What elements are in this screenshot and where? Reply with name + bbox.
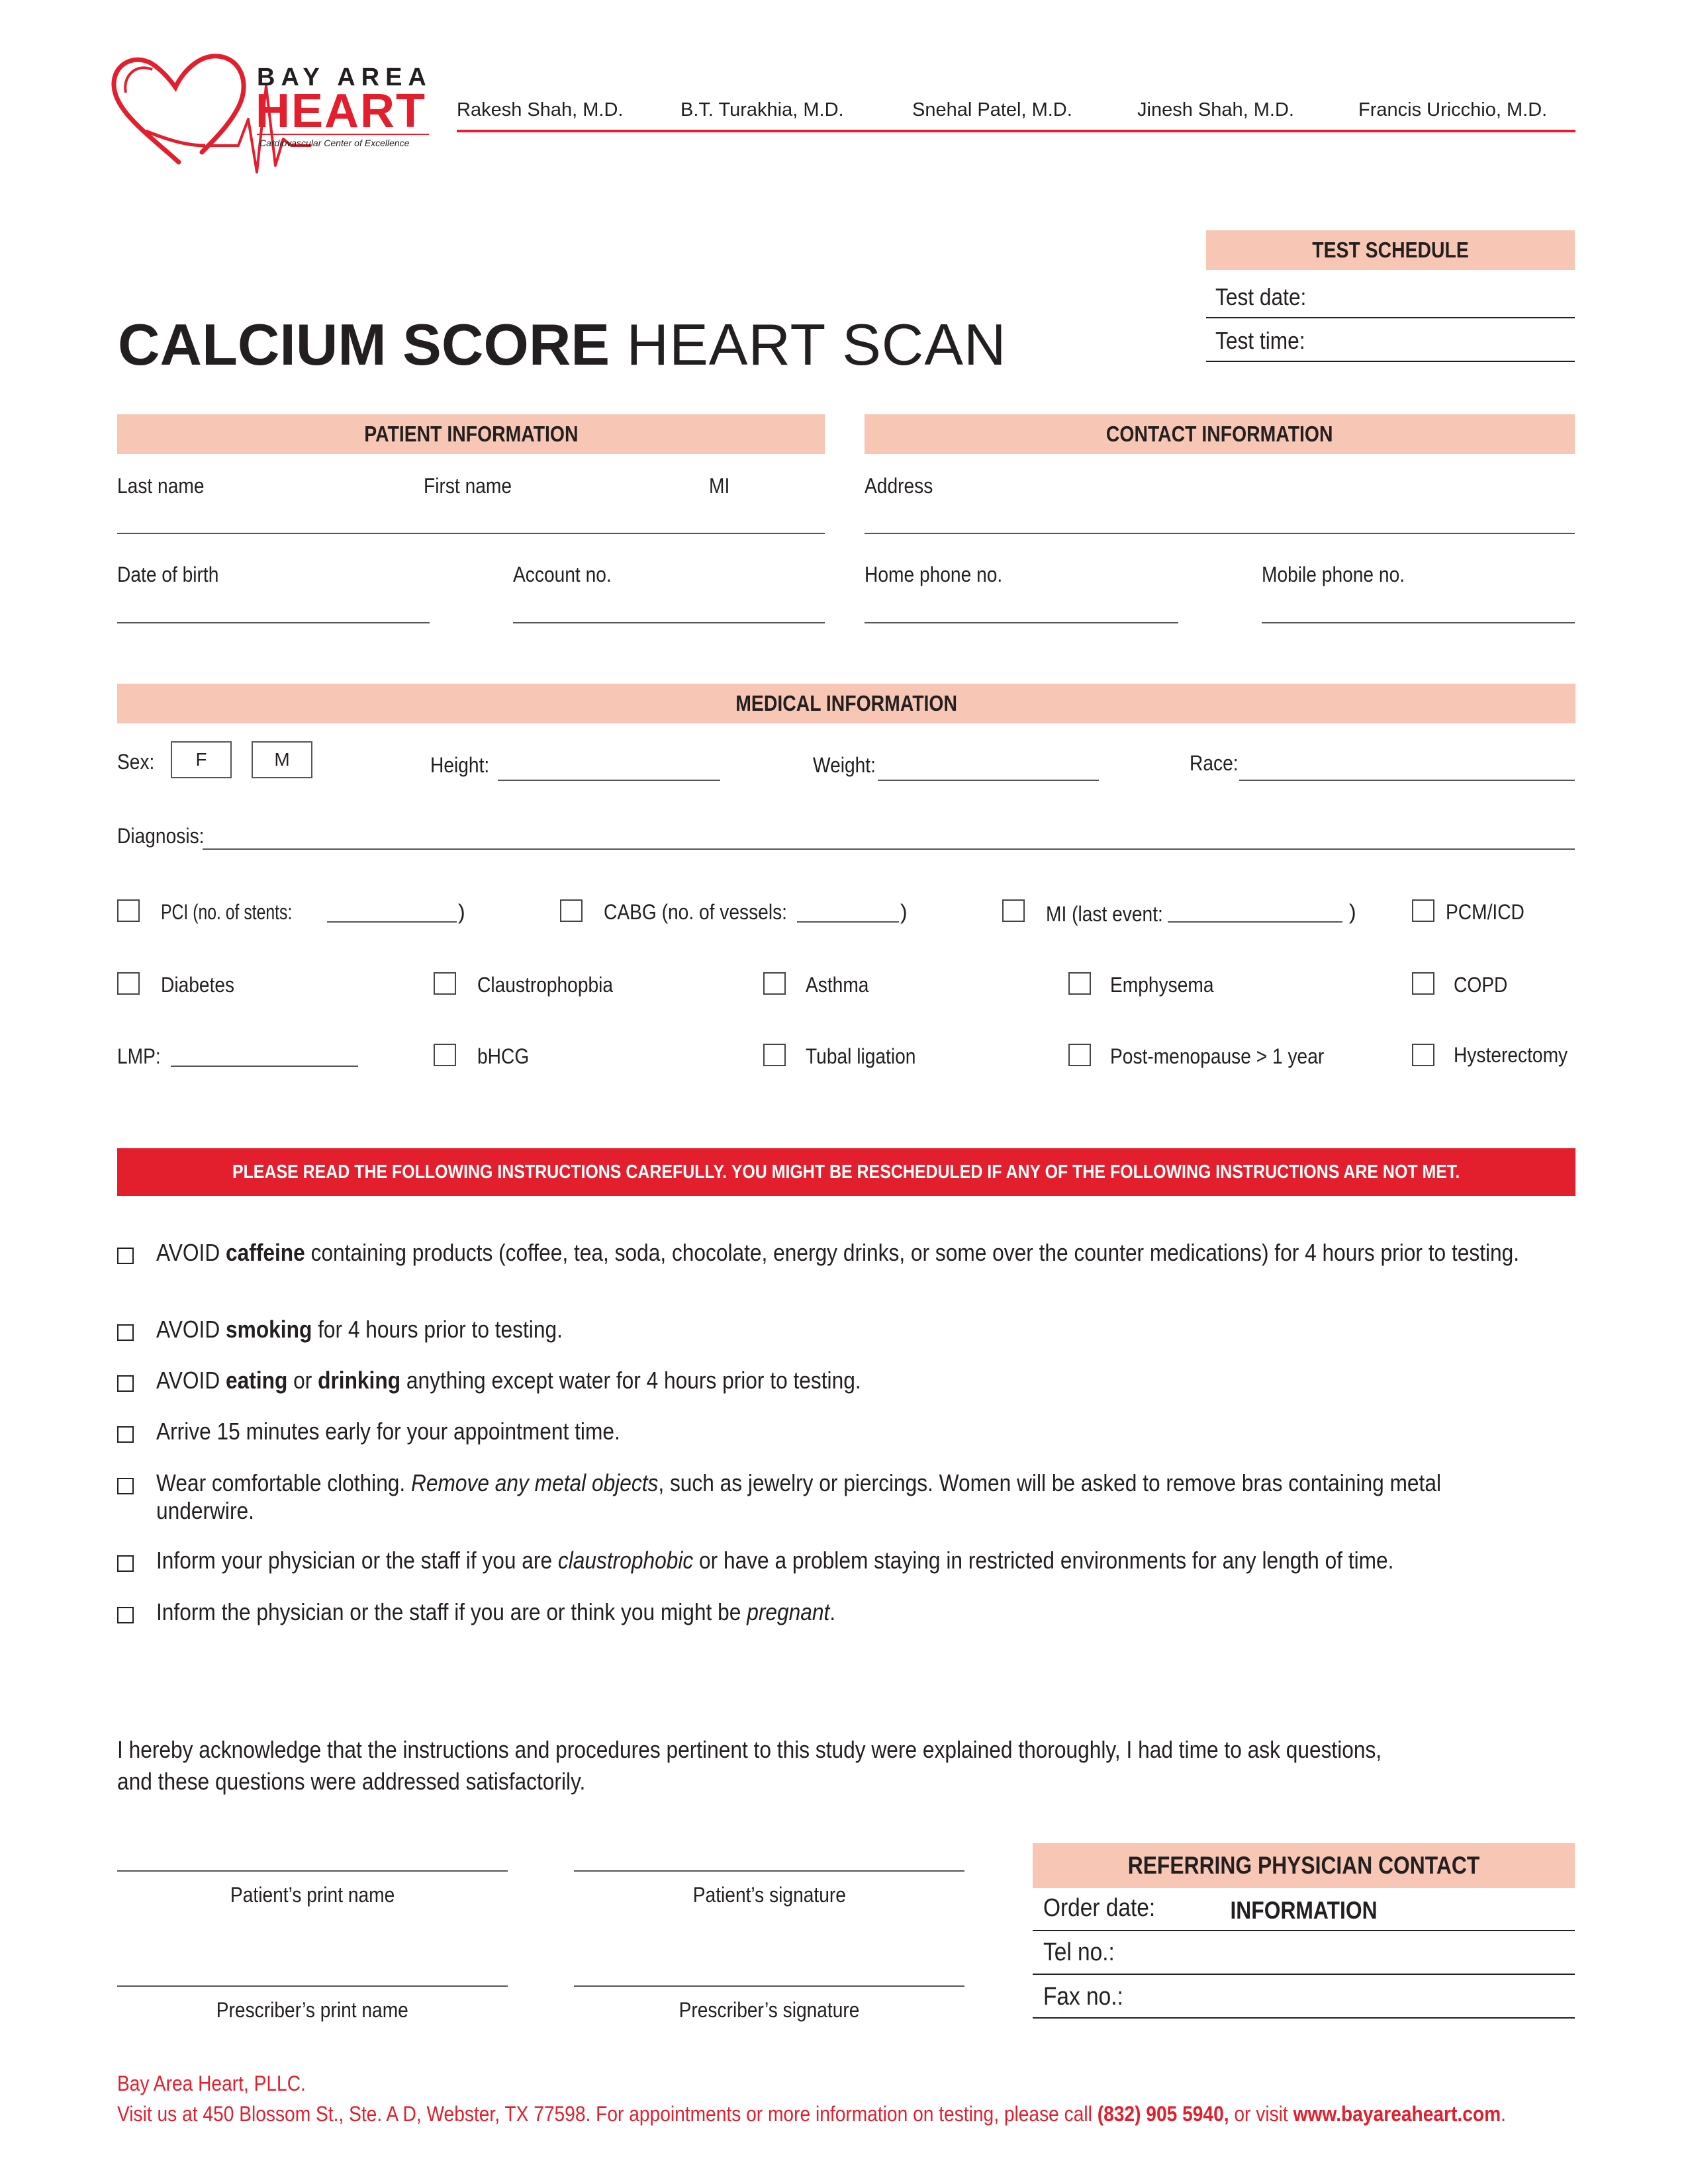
patient-print-name-label: Patient’s print name xyxy=(230,1883,395,1907)
address-field[interactable] xyxy=(865,533,1575,534)
order-date-label: Order date: xyxy=(1043,1894,1156,1922)
test-time-label: Test time: xyxy=(1215,327,1305,354)
pci-checkbox[interactable] xyxy=(117,899,140,922)
weight-label: Weight: xyxy=(813,753,876,777)
test-time-field[interactable] xyxy=(1206,361,1575,362)
logo-tagline: Cardiovascular Center of Excellence xyxy=(259,138,410,148)
cabg-close: ) xyxy=(900,900,908,924)
claustrophobia-label: Claustrophopbia xyxy=(477,973,614,997)
doctor-name: B.T. Turakhia, M.D. xyxy=(680,99,844,120)
prescriber-name-signature-line[interactable] xyxy=(117,1985,508,1987)
instruction-checkbox[interactable] xyxy=(117,1375,134,1392)
account-field[interactable] xyxy=(513,622,825,623)
instruction-checkbox[interactable] xyxy=(117,1248,134,1264)
instruction-arrive: Arrive 15 minutes early for your appointment time. xyxy=(156,1418,620,1445)
doctor-name: Snehal Patel, M.D. xyxy=(912,99,1072,120)
fax-label: Fax no.: xyxy=(1043,1983,1123,2011)
footer-website-link[interactable]: www.bayareaheart.com xyxy=(1293,2102,1501,2126)
first-name-label: First name xyxy=(424,474,512,498)
logo xyxy=(106,46,437,179)
mi-checkbox[interactable] xyxy=(1002,899,1025,922)
order-date-field[interactable] xyxy=(1033,1930,1575,1931)
prescriber-print-name-label: Prescriber’s print name xyxy=(216,1998,409,2022)
patient-info-heading: PATIENT INFORMATION xyxy=(117,414,825,454)
logo-underline xyxy=(257,134,429,135)
race-label: Race: xyxy=(1190,751,1239,775)
lmp-field[interactable] xyxy=(171,1066,358,1067)
instructions-warning: PLEASE READ THE FOLLOWING INSTRUCTIONS CAREFULLY. YOU MIGHT BE RESCHEDULED IF ANY OF THE FOLLOWING INSTRUCTIONS ARE NOT MET. xyxy=(117,1148,1575,1196)
instruction-pregnant: Inform the physician or the staff if you are or think you might be pregnant. xyxy=(156,1598,836,1625)
hysterectomy-label: Hysterectomy xyxy=(1454,1043,1568,1067)
cabg-checkbox[interactable] xyxy=(560,899,583,922)
instruction-smoking: AVOID smoking for 4 hours prior to testing. xyxy=(156,1316,563,1343)
mi-label: MI (last event: xyxy=(1046,902,1163,926)
instruction-eating: AVOID eating or drinking anything except water for 4 hours prior to testing. xyxy=(156,1367,861,1394)
patient-signature-line[interactable] xyxy=(574,1870,964,1872)
title-light: HEART SCAN xyxy=(610,312,1007,377)
instruction-checkbox[interactable] xyxy=(117,1478,134,1494)
instruction-claustrophobic: Inform your physician or the staff if you are claustrophobic or have a problem staying in restricted environments for any length of time. xyxy=(156,1547,1394,1574)
doctor-name: Jinesh Shah, M.D. xyxy=(1137,99,1294,120)
hysterectomy-checkbox[interactable] xyxy=(1412,1044,1434,1066)
asthma-label: Asthma xyxy=(806,973,869,997)
race-field[interactable] xyxy=(1239,780,1575,781)
referring-physician-heading: REFERRING PHYSICIAN CONTACT INFORMATION xyxy=(1033,1843,1575,1888)
post-menopause-label: Post-menopause > 1 year xyxy=(1110,1044,1325,1068)
instruction-checkbox[interactable] xyxy=(117,1324,134,1341)
diagnosis-field[interactable] xyxy=(203,848,1575,850)
address-label: Address xyxy=(865,474,933,498)
emphysema-label: Emphysema xyxy=(1110,973,1214,997)
prescriber-signature-label: Prescriber’s signature xyxy=(679,1998,860,2022)
acknowledgement: I hereby acknowledge that the instructions and procedures pertinent to this study were explained thoroughly, I had time to ask questions, and these questions were addressed satisfactorily. xyxy=(117,1736,1382,1795)
medical-info-heading: MEDICAL INFORMATION xyxy=(117,684,1575,723)
emphysema-checkbox[interactable] xyxy=(1068,972,1091,995)
doctor-name: Francis Uricchio, M.D. xyxy=(1358,99,1548,120)
copd-checkbox[interactable] xyxy=(1412,972,1434,995)
tubal-ligation-checkbox[interactable] xyxy=(763,1044,786,1066)
instruction-checkbox[interactable] xyxy=(117,1555,134,1572)
mi-event-field[interactable] xyxy=(1168,921,1342,923)
asthma-checkbox[interactable] xyxy=(763,972,786,995)
contact-info-heading: CONTACT INFORMATION xyxy=(865,414,1575,454)
instruction-caffeine: AVOID caffeine containing products (coffee, tea, soda, chocolate, energy drinks, or some over the counter medications) for 4 hours prior to testing. xyxy=(156,1239,1520,1266)
patient-name-field[interactable] xyxy=(117,533,825,534)
test-schedule-heading: TEST SCHEDULE xyxy=(1206,230,1575,270)
pci-stents-field[interactable] xyxy=(327,921,457,923)
doctors-list xyxy=(457,99,1575,132)
diagnosis-label: Diagnosis: xyxy=(117,824,205,848)
prescriber-signature-line[interactable] xyxy=(574,1985,964,1987)
sex-m-box[interactable]: M xyxy=(252,741,312,778)
mobile-phone-label: Mobile phone no. xyxy=(1262,563,1405,586)
claustrophobia-checkbox[interactable] xyxy=(434,972,456,995)
tel-label: Tel no.: xyxy=(1043,1938,1115,1966)
account-label: Account no. xyxy=(513,563,612,586)
mi-close: ) xyxy=(1349,900,1356,924)
cabg-label: CABG (no. of vessels: xyxy=(604,900,788,924)
height-field[interactable] xyxy=(498,780,720,781)
tel-field[interactable] xyxy=(1033,1974,1575,1975)
page-title xyxy=(118,311,1007,379)
bhcg-label: bHCG xyxy=(477,1044,530,1068)
test-date-field[interactable] xyxy=(1206,317,1575,318)
footer-phone[interactable]: (832) 905 5940, xyxy=(1097,2102,1229,2126)
diabetes-checkbox[interactable] xyxy=(117,972,140,995)
patient-signature-label: Patient’s signature xyxy=(692,1883,846,1907)
sex-f-box[interactable]: F xyxy=(171,741,232,778)
mobile-phone-field[interactable] xyxy=(1262,622,1575,623)
post-menopause-checkbox[interactable] xyxy=(1068,1044,1091,1066)
home-phone-label: Home phone no. xyxy=(865,563,1003,586)
home-phone-field[interactable] xyxy=(865,622,1178,623)
diabetes-label: Diabetes xyxy=(161,973,235,997)
fax-field[interactable] xyxy=(1033,2017,1575,2019)
dob-field[interactable] xyxy=(117,622,430,623)
title-bold: CALCIUM SCORE xyxy=(118,312,610,377)
cabg-vessels-field[interactable] xyxy=(797,921,899,923)
doctor-name: Rakesh Shah, M.D. xyxy=(457,99,624,120)
weight-field[interactable] xyxy=(878,780,1099,781)
instruction-checkbox[interactable] xyxy=(117,1426,134,1443)
mi-label: MI xyxy=(709,474,730,498)
dob-label: Date of birth xyxy=(117,563,219,586)
lmp-label: LMP: xyxy=(117,1044,161,1068)
pcm-icd-label: PCM/ICD xyxy=(1446,900,1524,924)
logo-line1: BAY AREA xyxy=(257,64,432,91)
test-date-label: Test date: xyxy=(1215,283,1307,310)
patient-name-signature-line[interactable] xyxy=(117,1870,508,1872)
footer-company: Bay Area Heart, PLLC. xyxy=(117,2071,306,2095)
copd-label: COPD xyxy=(1454,973,1508,997)
footer-visit: Visit us at 450 Blossom St., Ste. A D, Webster, TX 77598. For appointments or more information on testing, please call (832) 905 5940, or visit www.bayareaheart.com. xyxy=(117,2102,1506,2126)
instruction-clothing: Wear comfortable clothing. Remove any metal objects, such as jewelry or piercings. Women will be asked to remove bras containing metal underwire. xyxy=(156,1469,1442,1524)
height-label: Height: xyxy=(430,753,490,777)
logo-line2: HEART xyxy=(256,85,426,138)
pcm-icd-checkbox[interactable] xyxy=(1412,899,1434,922)
bhcg-checkbox[interactable] xyxy=(434,1044,456,1066)
last-name-label: Last name xyxy=(117,474,205,498)
pci-close: ) xyxy=(458,900,465,924)
instruction-checkbox[interactable] xyxy=(117,1607,134,1623)
sex-label: Sex: xyxy=(117,750,155,774)
tubal-ligation-label: Tubal ligation xyxy=(806,1044,916,1068)
pci-label: PCI (no. of stents: xyxy=(161,900,293,924)
